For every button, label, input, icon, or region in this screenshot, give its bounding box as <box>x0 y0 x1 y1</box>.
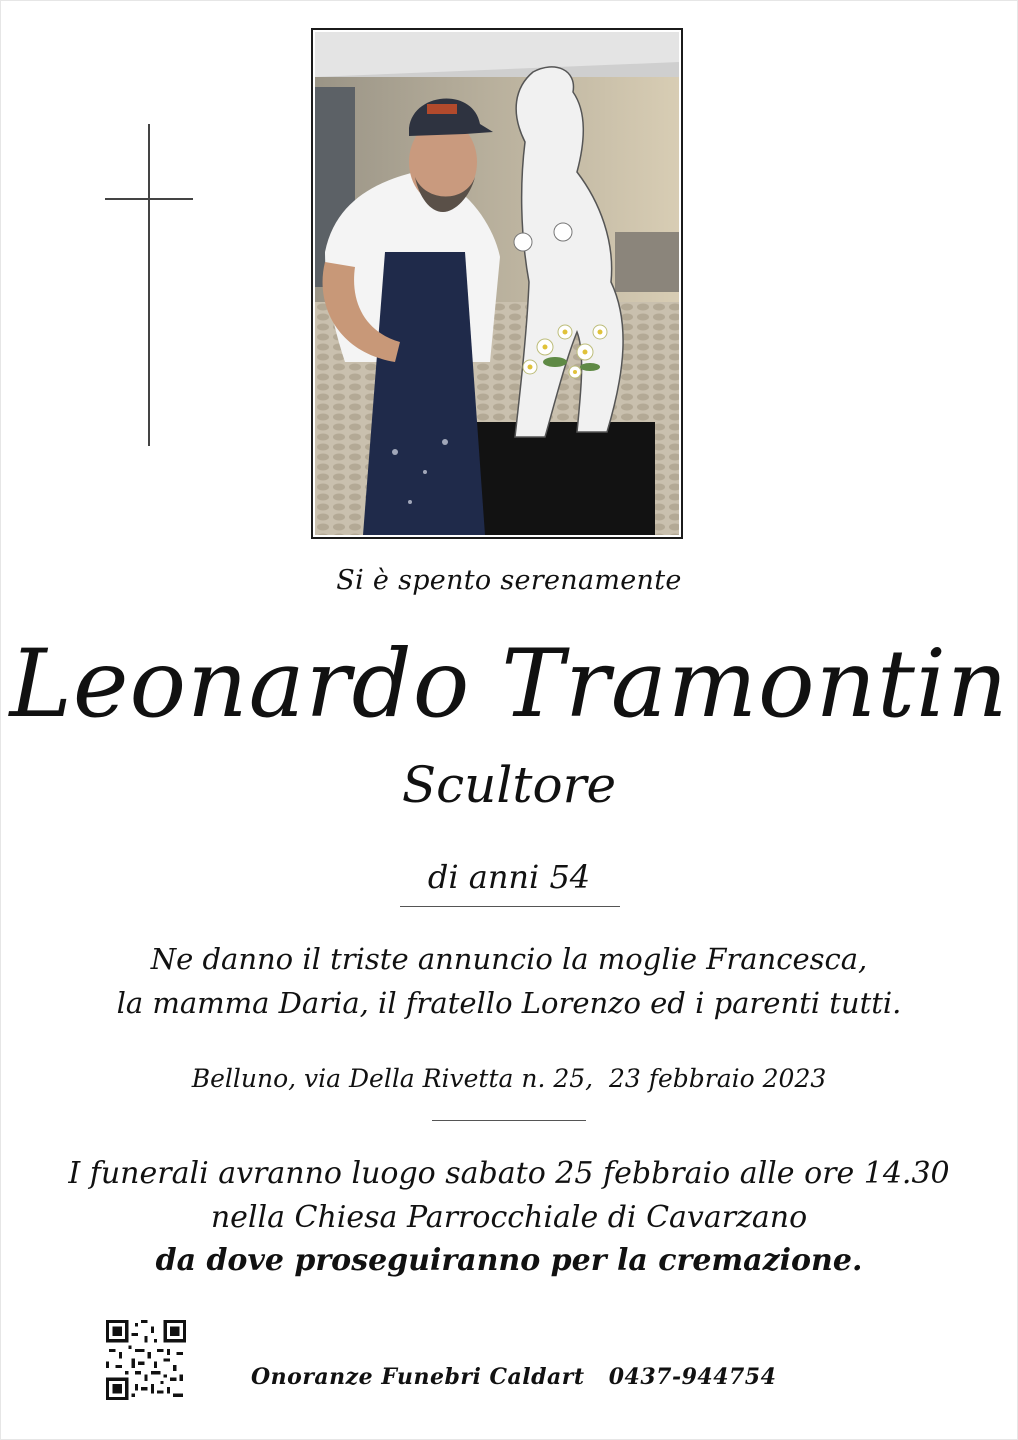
funeral-home-name: Onoranze Funebri Caldart <box>251 1364 585 1390</box>
portrait-photo <box>315 32 679 535</box>
announcement-line: la mamma Daria, il fratello Lorenzo ed i parenti tutti. <box>116 986 902 1020</box>
funeral-home-contact <box>251 1364 776 1390</box>
qr-code-icon <box>106 1320 186 1400</box>
funeral-home-phone: 0437-944754 <box>608 1364 777 1390</box>
funeral-line: nella Chiesa Parrocchiale di Cavarzano <box>210 1200 808 1235</box>
cross-vertical-bar <box>148 124 150 446</box>
deceased-name: Leonardo Tramontin <box>9 630 1009 739</box>
place-date: Belluno, via Della Rivetta n. 25, 23 febbraio 2023 <box>191 1064 827 1093</box>
cross-horizontal-bar <box>105 198 193 200</box>
intro-text: Si è spento serenamente <box>336 565 682 596</box>
profession: Scultore <box>401 756 617 814</box>
funeral-line: I funerali avranno luogo sabato 25 febbraio alle ore 14.30 <box>68 1156 950 1191</box>
announcement-line: Ne danno il triste annuncio la moglie Francesca, <box>150 942 868 976</box>
funeral-line-emphasis: da dove proseguiranno per la cremazione. <box>155 1243 863 1278</box>
divider-line <box>400 906 620 907</box>
divider-line <box>432 1120 586 1121</box>
age-text: di anni 54 <box>427 858 591 896</box>
portrait-photo-frame <box>311 28 683 539</box>
